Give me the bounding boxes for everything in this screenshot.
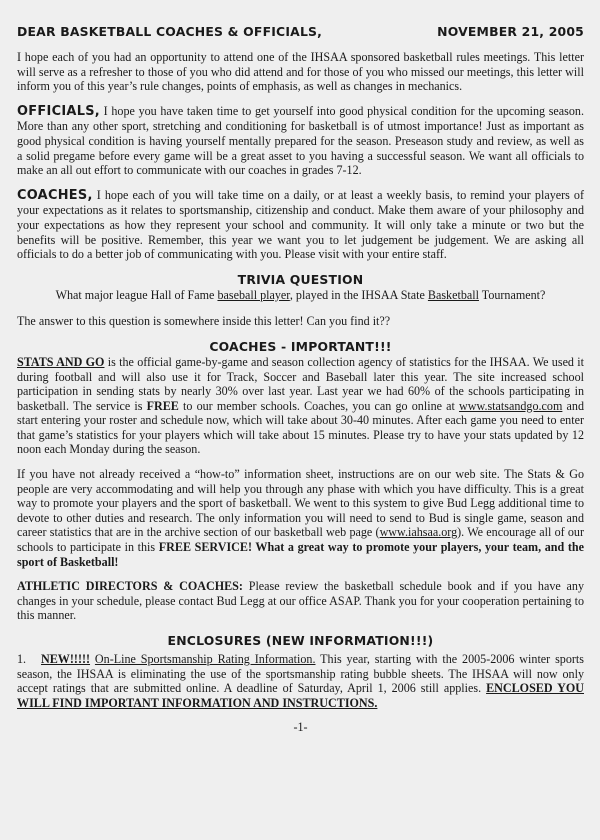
stats-text-3: and start entering your roster and schedule now, which will take about 30-40 minutes. After each game you need to enter that game’s statistics for your players which will take about 15 minutes. Please try to have your stats updated by 12 noon each Monday during the season. (17, 398, 584, 457)
enclosure-title: On-Line Sportsmanship Rating Information. (94, 652, 316, 666)
coaches-paragraph (17, 188, 584, 262)
enclosure-text: This year, starting with the 2005-2006 winter sports season, the IHSAA is eliminating the use of the sportsmanship rating bubble sheets. The IHSAA will now only accept ratings that are submitted online. A deadline of Saturday, April 1, 2006 still applies. (17, 652, 584, 696)
officials-lead: OFFICIALS, (17, 103, 100, 119)
trivia-text-3: Tournament? (478, 287, 546, 302)
free-label: FREE (146, 398, 179, 413)
stats-text-1: is the official game-by-game and season collection agency of statistics for the IHSAA. We used it during football and will also use it for Track, Soccer and Baseball later this year. The site increased school participation in sending stats by nearly 30% over last year. Last year we had 60% of the schools participating in basketball. The service is (17, 354, 584, 413)
enclosure-number: 1. (17, 652, 27, 666)
iahsaa-link[interactable]: www.iahsaa.org (379, 525, 458, 540)
coaches-lead: COACHES, (17, 187, 93, 203)
trivia-heading: TRIVIA QUESTION (237, 271, 364, 287)
enclosure-closing: ENCLOSED YOU WILL FIND IMPORTANT INFORMATION AND INSTRUCTIONS. (17, 681, 584, 710)
salutation: DEAR BASKETBALL COACHES & OFFICIALS, (17, 24, 323, 39)
howto-text-2: ). We encourage all of our schools to participate in this (17, 525, 585, 555)
trivia-underline-baseball: baseball player (217, 287, 290, 302)
officials-paragraph (17, 104, 584, 178)
statsandgo-link[interactable]: www.statsandgo.com (459, 398, 563, 413)
athletic-directors-lead: ATHLETIC DIRECTORS & COACHES: (17, 579, 243, 594)
stats-text-2: to our member schools. Coaches, you can go online at (178, 398, 460, 413)
letter-header (17, 24, 584, 39)
howto-text-1: If you have not already received a “how-to” information sheet, instructions are on our web site. The Stats & Go people are very accommodating and will help you through any phase with which you have difficulty. This is a great way to promote your players and the sport of basketball. We went to this system to give Bud Legg additional time to devote to other duties and research. The only information you will need to send to Bud is single game, season and career statistics that are in the archive section of our basketball web page ( (17, 467, 584, 540)
stats-and-go-lead: STATS AND GO (17, 354, 105, 369)
coaches-text: I hope each of you will take time on a daily, or at least a weekly basis, to remind your players of your expectations as it relates to sportsmanship, citizenship and conduct. Make them aware of your philosophy and your expectations as how they represent your school and community. It will only take a minute or two but the benefits will be positive. Remember, this year we want you to let judgement be judgement. We are asking all officials to do a better job of communicating with you. Please visit with your entire staff. (17, 187, 584, 262)
new-badge: NEW!!!!! (41, 652, 91, 666)
athletic-text: Please review the basketball schedule book and if you have any changes in your schedule, please contact Bud Legg at our office ASAP. Thank you for your cooperation pertaining to this manner. (17, 579, 584, 623)
intro-paragraph: I hope each of you had an opportunity to attend one of the IHSAA sponsored basketball rules meetings. This letter will serve as a refresher to those of you who did attend and for those of you who missed our meetings, this letter will inform you of this year’s rule changes, points of emphasis, as well as changes in mechanics. (17, 50, 584, 94)
page-number: -1- (293, 720, 308, 735)
how-to-paragraph (17, 467, 584, 569)
trivia-answer-hint: The answer to this question is somewhere inside this letter! Can you find it?? (17, 314, 391, 329)
stats-and-go-paragraph (17, 355, 584, 457)
free-service-callout: FREE SERVICE! What a great way to promote your players, your team, and the sport of Basketball! (17, 540, 584, 569)
trivia-text-1: What major league Hall of Fame (55, 287, 218, 302)
trivia-underline-basketball: Basketball (427, 287, 479, 302)
coaches-important-heading: COACHES - IMPORTANT!!! (209, 338, 392, 354)
athletic-directors-paragraph (17, 579, 584, 623)
trivia-text-2: , played in the IHSAA State (289, 287, 428, 302)
letter-date: NOVEMBER 21, 2005 (437, 24, 584, 39)
enclosures-heading: ENCLOSURES (NEW INFORMATION!!!) (167, 633, 434, 648)
officials-text: I hope you have taken time to get yourself into good physical condition for the upcoming season. More than any other sport, stretching and conditioning for basketball is of utmost importance! Just as important as good physical condition is having yourself mentally prepared for the season. Preseason study and review, as well as a solid pregame before every game will be a great asset to you having a successful season. We want all officials to make an all out effort to communicate with our coaches in grades 7-12. (17, 103, 584, 178)
enclosure-item-1 (17, 652, 584, 710)
trivia-question (17, 288, 584, 303)
